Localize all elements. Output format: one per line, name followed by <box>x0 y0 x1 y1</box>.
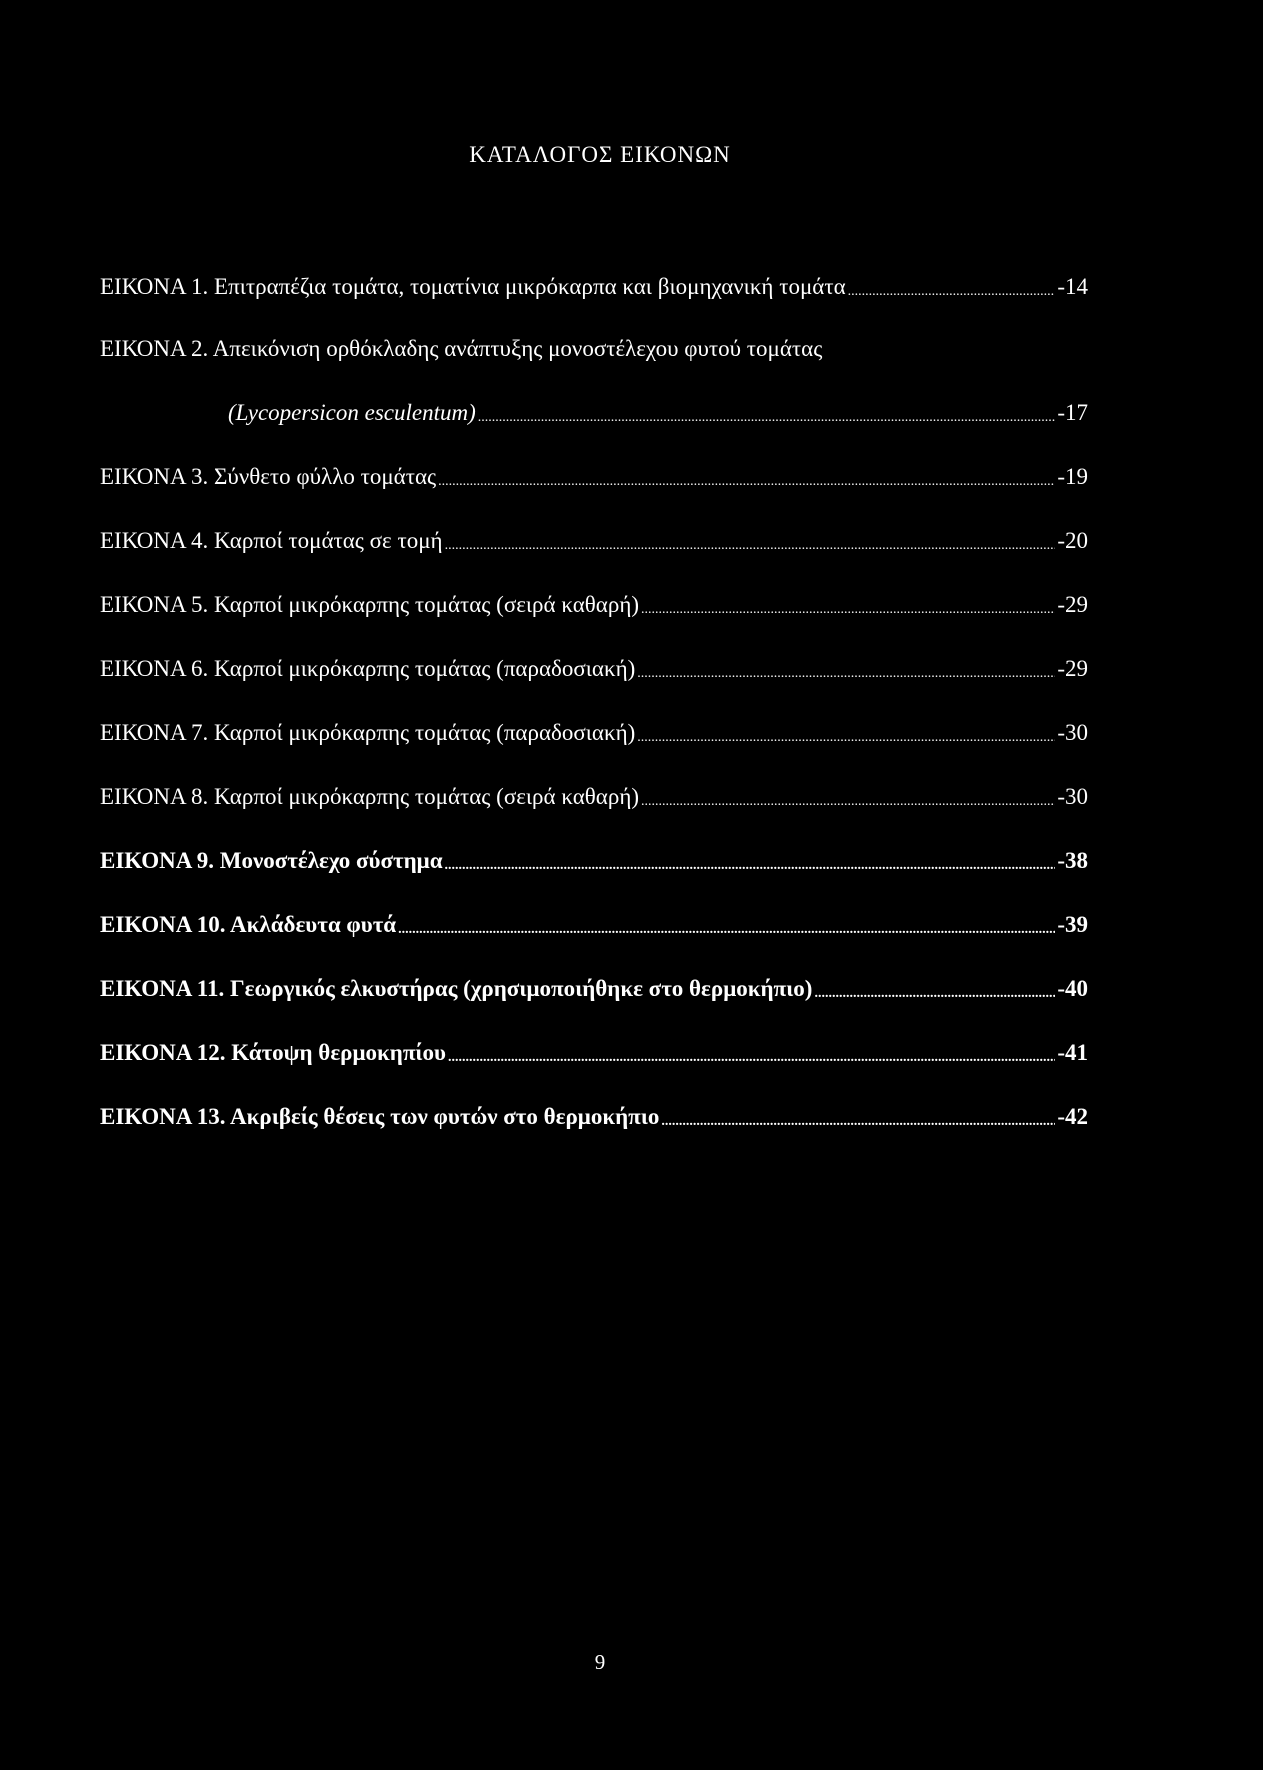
list-item <box>100 842 1088 874</box>
page-title: ΚΑΤΑΛΟΓΟΣ ΕΙΚΟΝΩΝ <box>469 142 731 167</box>
dot-leader <box>641 778 1055 810</box>
dot-leader <box>641 586 1055 618</box>
entry-label: ΕΙΚΟΝΑ 12. Κάτοψη θερμοκηπίου <box>100 1040 446 1065</box>
list-item <box>100 268 1088 300</box>
list-item <box>100 586 1088 618</box>
entry-page: -40 <box>1057 976 1088 1001</box>
list-item <box>100 650 1088 682</box>
dot-leader <box>661 1098 1055 1130</box>
entry-page: -30 <box>1057 720 1088 745</box>
entry-page: -17 <box>1057 400 1088 425</box>
dot-leader <box>398 906 1055 938</box>
list-item <box>228 394 1088 426</box>
entry-label: (Lycopersicon esculentum) <box>228 400 476 425</box>
list-item <box>100 1034 1088 1066</box>
entry-label: ΕΙΚΟΝΑ 3. Σύνθετο φύλλο τομάτας <box>100 464 437 489</box>
entry-label: ΕΙΚΟΝΑ 4. Καρποί τομάτας σε τομή <box>100 528 443 553</box>
list-item <box>100 970 1088 1002</box>
entry-label: ΕΙΚΟΝΑ 7. Καρποί μικρόκαρπης τομάτας (παραδοσιακή) <box>100 720 636 745</box>
list-item <box>100 458 1088 490</box>
entry-page: -39 <box>1057 912 1088 937</box>
list-item <box>100 714 1088 746</box>
list-item <box>100 778 1088 810</box>
entry-label: ΕΙΚΟΝΑ 1. Επιτραπέζια τομάτα, τοματίνια μικρόκαρπα και βιομηχανική τομάτα <box>100 274 846 299</box>
dot-leader <box>848 268 1056 300</box>
entry-page: -29 <box>1057 592 1088 617</box>
entry-label: ΕΙΚΟΝΑ 13. Ακριβείς θέσεις των φυτών στο θερμοκήπιο <box>100 1104 660 1129</box>
dot-leader <box>438 458 1055 490</box>
entry-label: ΕΙΚΟΝΑ 8. Καρποί μικρόκαρπης τομάτας (σειρά καθαρή) <box>100 784 640 809</box>
dot-leader <box>448 1034 1055 1066</box>
dot-leader <box>637 714 1055 746</box>
dot-leader <box>814 970 1055 1002</box>
entry-page: -29 <box>1057 656 1088 681</box>
list-item <box>100 330 1088 362</box>
entry-label: ΕΙΚΟΝΑ 5. Καρποί μικρόκαρπης τομάτας (σειρά καθαρή) <box>100 592 640 617</box>
entry-label: ΕΙΚΟΝΑ 2. Απεικόνιση ορθόκλαδης ανάπτυξης μονοστέλεχου φυτού τομάτας <box>100 336 823 361</box>
entry-page: -19 <box>1057 464 1088 489</box>
dot-leader <box>478 394 1056 426</box>
dot-leader <box>445 842 1056 874</box>
entry-page: -38 <box>1057 848 1088 873</box>
list-item <box>100 522 1088 554</box>
entry-page: -20 <box>1057 528 1088 553</box>
dot-leader <box>445 522 1056 554</box>
entry-label: ΕΙΚΟΝΑ 11. Γεωργικός ελκυστήρας (χρησιμοποιήθηκε στο θερμοκήπιο) <box>100 976 813 1001</box>
entry-label: ΕΙΚΟΝΑ 10. Ακλάδευτα φυτά <box>100 912 397 937</box>
entry-page: -30 <box>1057 784 1088 809</box>
dot-leader <box>637 650 1055 682</box>
list-item <box>100 906 1088 938</box>
list-item <box>100 1098 1088 1130</box>
entry-page: -41 <box>1057 1040 1088 1065</box>
entry-label: ΕΙΚΟΝΑ 9. Μονοστέλεχο σύστημα <box>100 848 443 873</box>
page-number: 9 <box>594 1650 606 1674</box>
entry-page: -42 <box>1057 1104 1088 1129</box>
entry-label: ΕΙΚΟΝΑ 6. Καρποί μικρόκαρπης τομάτας (παραδοσιακή) <box>100 656 636 681</box>
entry-page: -14 <box>1057 274 1088 299</box>
